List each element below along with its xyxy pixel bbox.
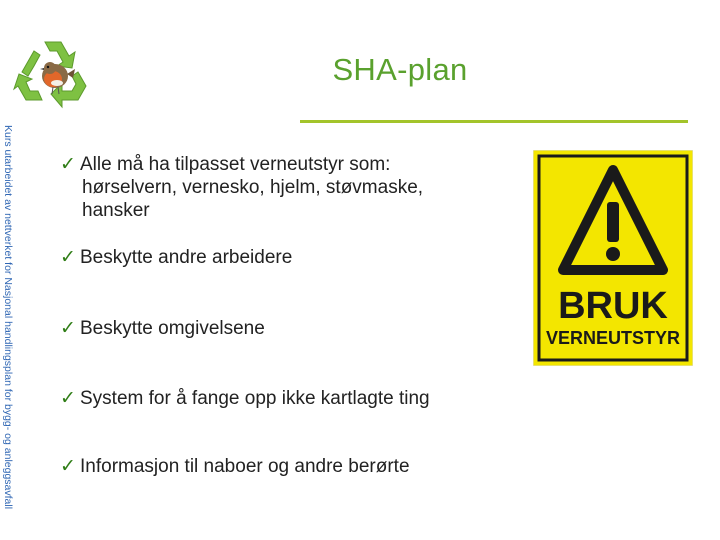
sidebar-vertical-text: Kurs utarbeidet av nettverket for Nasjonal handlingsplan for bygg- og anleggsavfall xyxy=(2,125,14,510)
check-icon: ✓ xyxy=(60,154,76,175)
bullet-item-4: ✓ System for å fange opp ikke kartlagte ting xyxy=(60,388,430,409)
title-underline xyxy=(300,120,688,123)
warning-sign xyxy=(533,150,693,366)
bullet-item-5: ✓ Informasjon til naboer og andre berørte xyxy=(60,456,410,477)
page-title: SHA-plan xyxy=(332,52,468,87)
bullet-item-1: ✓ Alle må ha tilpasset verneutstyr som: hørselvern, vernesko, hjelm, støvmaske, hansker xyxy=(60,154,424,221)
check-icon: ✓ xyxy=(60,318,76,339)
recycle-robin-logo xyxy=(12,36,94,110)
bullet-item-3: ✓ Beskytte omgivelsene xyxy=(60,318,265,339)
check-icon: ✓ xyxy=(60,247,76,268)
sign-line-2: VERNEUTSTYR xyxy=(545,328,681,348)
sign-line-1: BRUK xyxy=(558,285,668,327)
bullet-item-2: ✓ Beskytte andre arbeidere xyxy=(60,247,293,268)
check-icon: ✓ xyxy=(60,388,76,409)
check-icon: ✓ xyxy=(60,456,76,477)
